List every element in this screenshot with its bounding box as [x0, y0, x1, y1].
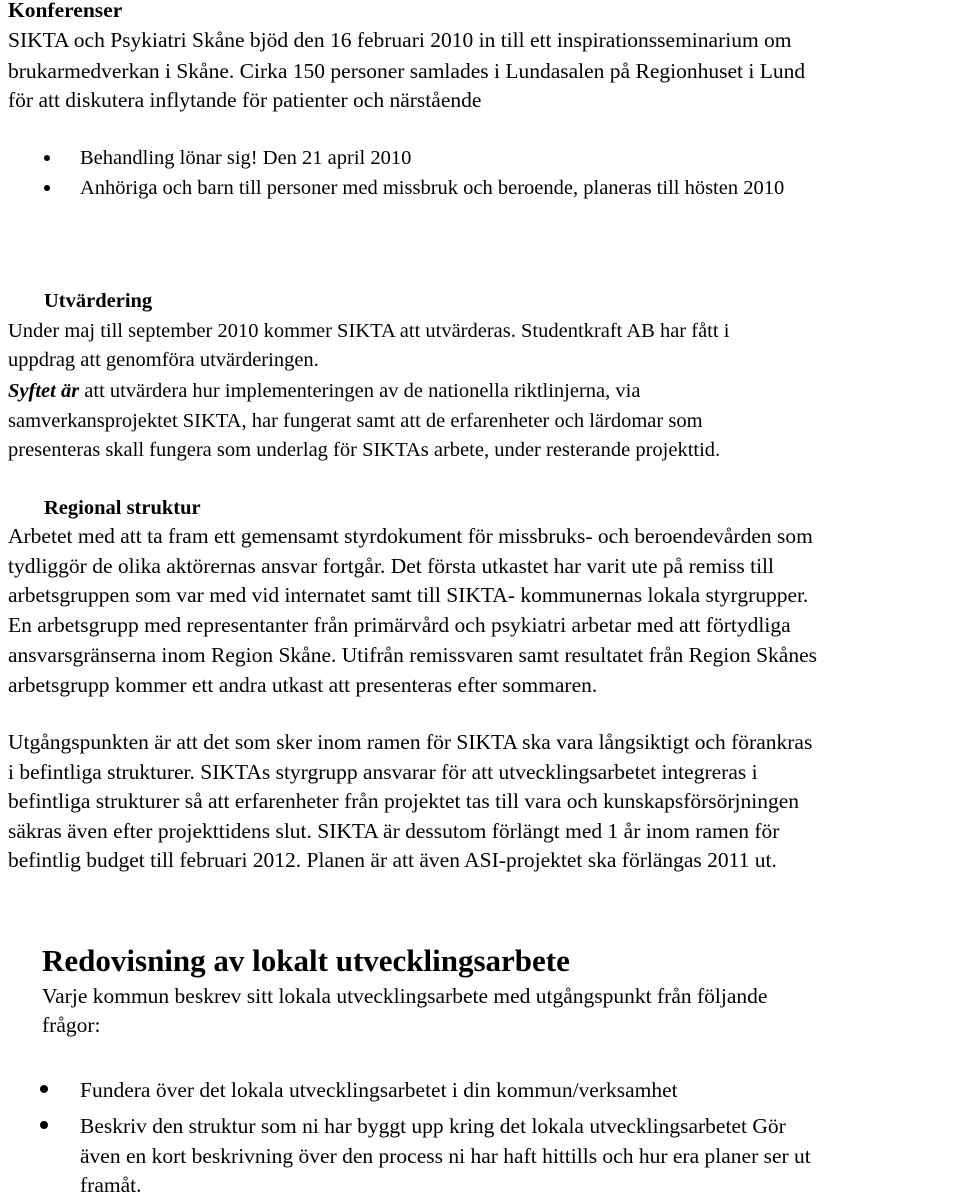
regional-line: tydliggör de olika aktörernas ansvar fortgår. Det första utkastet har varit ute på remiss till [8, 554, 775, 578]
konferenser-heading: Konferenser [8, 0, 123, 22]
bullet-icon [40, 1085, 48, 1093]
konferenser-bullet-item: Anhöriga och barn till personer med missbruk och beroende, planeras till hösten 2010 [80, 177, 785, 199]
redovisning-bullet-item: Fundera över det lokala utvecklingsarbetet i din kommun/verksamhet [80, 1078, 678, 1102]
utvardering-syftet-line: presenteras skall fungera som underlag för SIKTAs arbete, under resterande projekttid. [8, 439, 721, 461]
regional-line: arbetsgruppen som var med vid internatet samt till SIKTA- kommunernas lokala styrgrupper. [8, 583, 809, 607]
redovisning-bullet-item: även en kort beskrivning över den process ni har haft hittills och hur era planer ser ut [80, 1144, 811, 1168]
redovisning-line: frågor: [42, 1013, 101, 1037]
regional-line: arbetsgrupp kommer ett andra utkast att presenteras efter sommaren. [8, 673, 598, 697]
bullet-icon [40, 1121, 48, 1129]
regional-line: i befintliga strukturer. SIKTAs styrgrupp ansvarar för att utvecklingsarbetet integreras i [8, 760, 758, 784]
regional-line: En arbetsgrupp med representanter från primärvård och psykiatri arbetar med att förtydliga [8, 613, 791, 637]
redovisning-heading: Redovisning av lokalt utvecklingsarbete [42, 943, 570, 978]
utvardering-heading: Utvärdering [44, 290, 153, 312]
redovisning-bullet-item: Beskriv den struktur som ni har byggt upp kring det lokala utvecklingsarbetet Gör [80, 1114, 786, 1138]
konferenser-line: SIKTA och Psykiatri Skåne bjöd den 16 februari 2010 in till ett inspirationsseminarium om [8, 28, 792, 52]
regional-line: Utgångspunkten är att det som sker inom ramen för SIKTA ska vara långsiktigt och förankras [8, 730, 813, 754]
konferenser-line: brukarmedverkan i Skåne. Cirka 150 personer samlades i Lundasalen på Regionhuset i Lund [8, 59, 806, 83]
bullet-icon [44, 155, 50, 161]
utvardering-line: Under maj till september 2010 kommer SIKTA att utvärderas. Studentkraft AB har fått i [8, 320, 730, 342]
regional-heading: Regional struktur [44, 497, 201, 519]
utvardering-line: uppdrag att genomföra utvärderingen. [8, 349, 319, 371]
redovisning-bullet-item: framåt. [80, 1173, 142, 1197]
syftet-text: att utvärdera hur implementeringen av de nationella riktlinjerna, via [79, 380, 641, 402]
syftet-lead: Syftet är [8, 380, 80, 402]
redovisning-line: Varje kommun beskrev sitt lokala utvecklingsarbete med utgångspunkt från följande [42, 984, 768, 1008]
regional-line: befintliga strukturer så att erfarenheter från projektet tas till vara och kunskapsförsörjningen [8, 789, 800, 813]
regional-line: säkras även efter projekttidens slut. SIKTA är dessutom förlängt med 1 år inom ramen för [8, 819, 780, 843]
regional-line: Arbetet med att ta fram ett gemensamt styrdokument för missbruks- och beroendevården som [8, 524, 813, 548]
utvardering-syftet-line [8, 378, 640, 404]
konferenser-bullet-item: Behandling lönar sig! Den 21 april 2010 [80, 147, 412, 169]
bullet-icon [44, 185, 50, 191]
utvardering-syftet-line: samverkansprojektet SIKTA, har fungerat samt att de erfarenheter och lärdomar som [8, 410, 703, 432]
regional-line: befintlig budget till februari 2012. Planen är att även ASI-projektet ska förlängas 2011 ut. [8, 848, 777, 872]
regional-line: ansvarsgränserna inom Region Skåne. Utifrån remissvaren samt resultatet från Region Skånes [8, 643, 818, 667]
konferenser-line: för att diskutera inflytande för patienter och närstående [8, 88, 482, 112]
